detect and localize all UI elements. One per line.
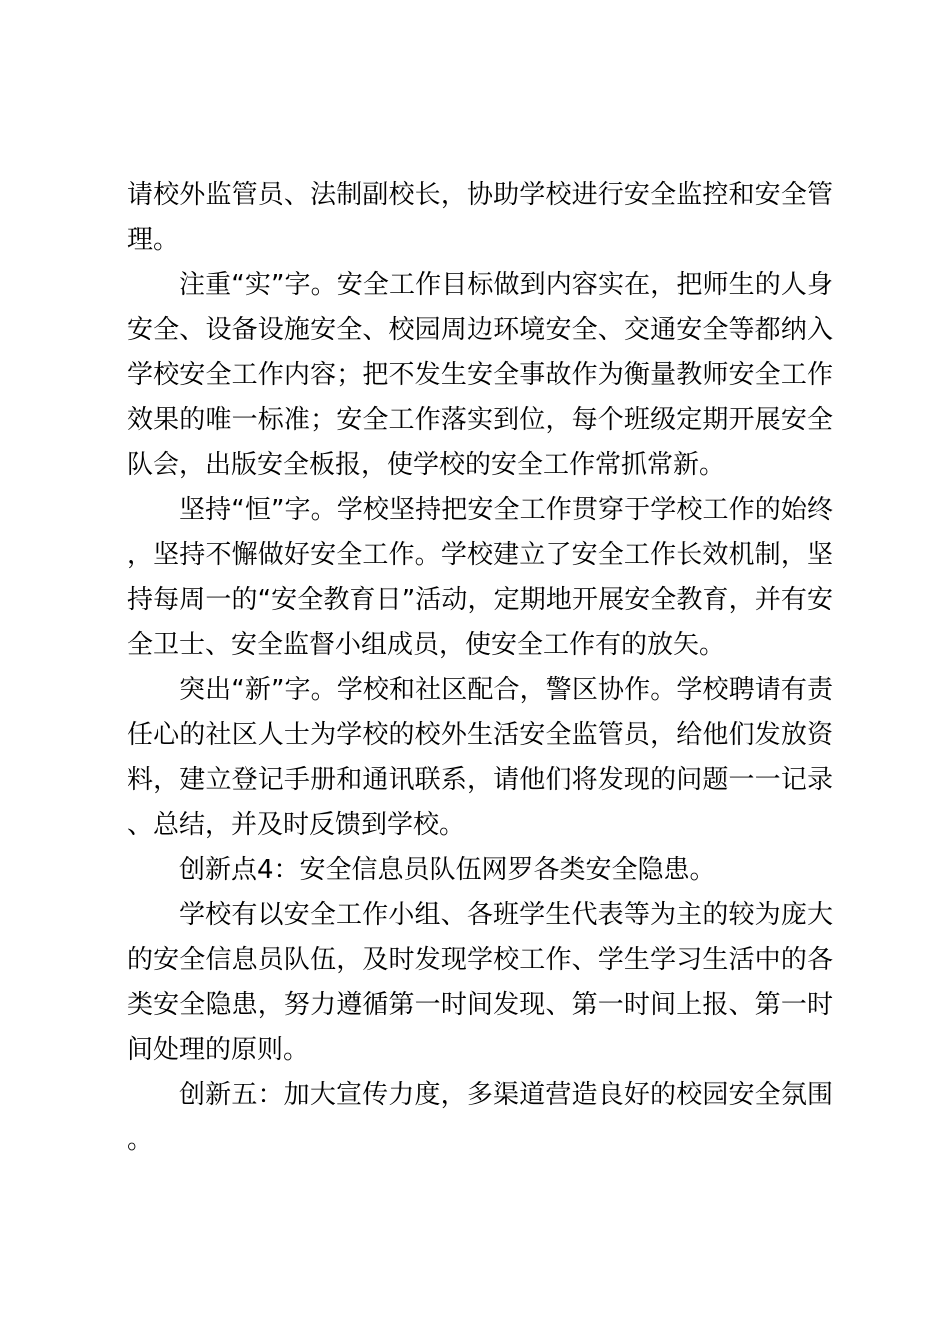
paragraph-info-team: 学校有以安全工作小组、各班学生代表等为主的较为庞大的安全信息员队伍，及时发现学校工作、学生学习生活中的各类安全隐患，努力遵循第一时间发现、第一时间上报、第一时间处理的原则。 bbox=[127, 900, 833, 1065]
paragraph-continuation: 请校外监管员、法制副校长，协助学校进行安全监控和安全管理。 bbox=[127, 180, 833, 255]
paragraph-innovation-4-heading: 创新点4：安全信息员队伍网罗各类安全隐患。 bbox=[179, 855, 716, 885]
document-body bbox=[127, 173, 833, 1163]
paragraph-shi: 注重“实”字。安全工作目标做到内容实在，把师生的人身安全、设备设施安全、校园周边环境安全、交通安全等都纳入学校安全工作内容；把不发生安全事故作为衡量教师安全工作效果的唯一标准；安全工作落实到位，每个班级定期开展安全队会，出版安全板报，使学校的安全工作常抓常新。 bbox=[127, 270, 833, 480]
paragraph-heng: 坚持“恒”字。学校坚持把安全工作贯穿于学校工作的始终，坚持不懈做好安全工作。学校建立了安全工作长效机制，坚持每周一的“安全教育日”活动，定期地开展安全教育，并有安全卫士、安全监督小组成员，使安全工作有的放矢。 bbox=[127, 495, 833, 660]
paragraph-innovation-5-heading: 创新五：加大宣传力度，多渠道营造良好的校园安全氛围。 bbox=[127, 1080, 833, 1155]
paragraph-xin: 突出“新”字。学校和社区配合，警区协作。学校聘请有责任心的社区人士为学校的校外生活安全监管员，给他们发放资料，建立登记手册和通讯联系，请他们将发现的问题一一记录、总结，并及时反馈到学校。 bbox=[127, 675, 833, 840]
